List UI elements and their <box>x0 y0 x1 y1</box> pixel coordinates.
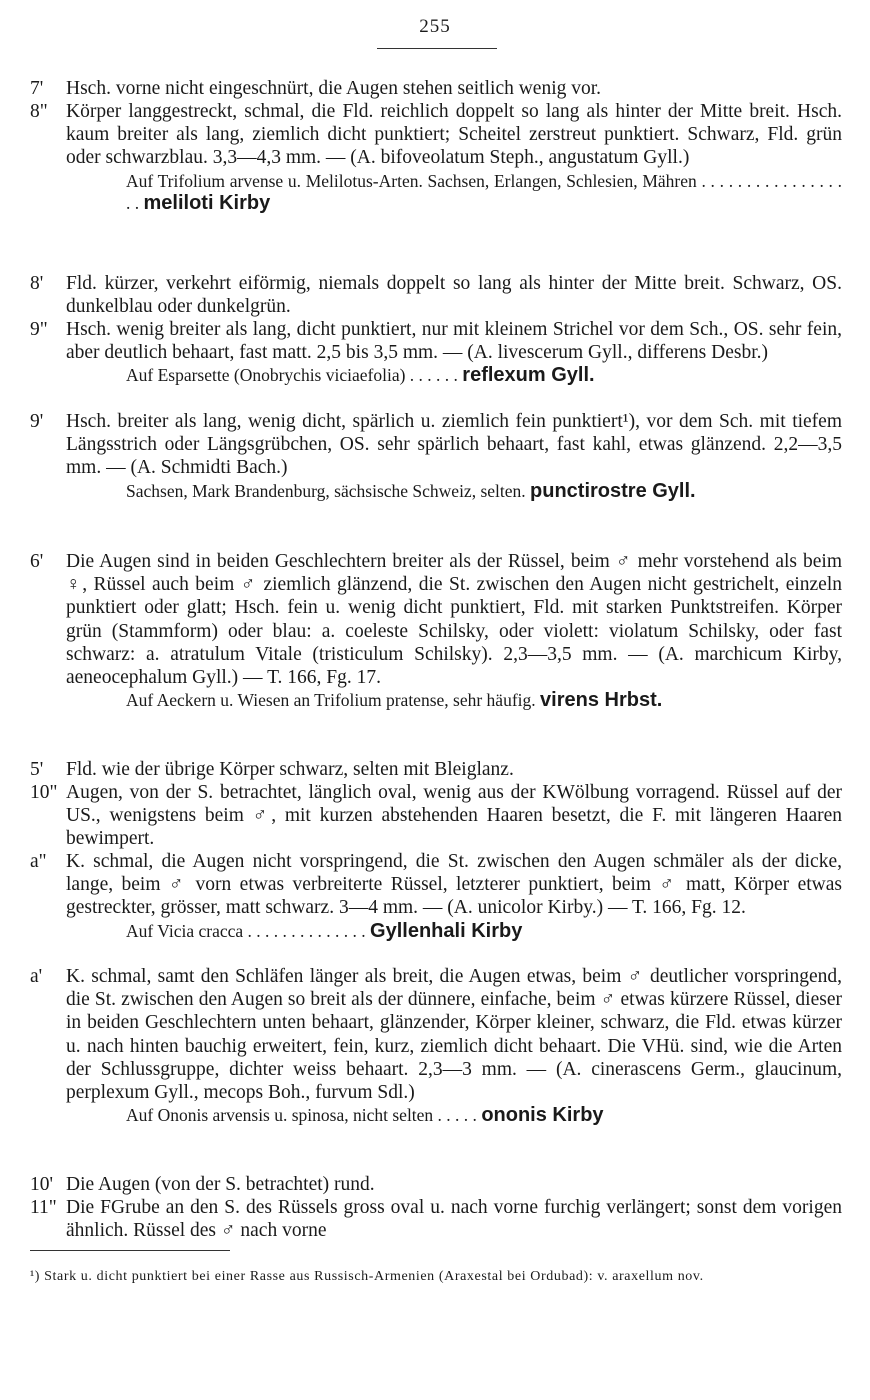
entry-number: 10" <box>30 782 58 803</box>
key-entry <box>30 100 842 214</box>
entry-text: Hsch. breiter als lang, wenig dicht, spärlich u. ziemlich fein punktiert¹), vor dem Sch. mit tiefem Längsstrich oder Längsgrübchen, OS. sehr spärlich behaart, fast kahl, etwas glänzend. 2,2—3,5 mm. — (A. Schmidti Bach.) <box>66 411 842 479</box>
entry-text: K. schmal, die Augen nicht vorspringend, die St. zwischen den Augen schmäler als der dicke, lange, beim ♂ vorn etwas verbreiterte Rüssel, letzterer punktiert, beim ♂ matt, Körper etwas gestreckter, grösser, matt schwarz. 3—4 mm. — (A. unicolor Kirby.) — T. 166, Fg. 12. <box>66 851 842 919</box>
entry-number: 11" <box>30 1197 57 1218</box>
footnote-rule <box>30 1250 230 1251</box>
entry-text: Augen, von der S. betrachtet, länglich oval, wenig aus der KWölbung vorragend. Rüssel auf der US., wenigstens beim ♂, mit kurzen abstehenden Haaren besetzt, die F. mit längeren Haaren bewimpert. <box>66 782 842 850</box>
key-entry <box>30 318 842 386</box>
habitat-line: Auf Trifolium arvense u. Melilotus-Arten. Sachsen, Erlangen, Schlesien, Mähren . . . . . . . . . . . . . . . . . . meliloti Kirby <box>126 170 842 214</box>
entry-text: Hsch. wenig breiter als lang, dicht punktiert, nur mit kleinem Strichel vor dem Sch., OS. sehr fein, aber deutlich behaart, fast matt. 2,5 bis 3,5 mm. — (A. livescerum Gyll., differens Desbr.) <box>66 319 842 364</box>
species-name: meliloti Kirby <box>143 191 271 214</box>
entry-text: K. schmal, samt den Schläfen länger als breit, die Augen etwas, beim ♂ deutlicher vorspringend, die St. zwischen den Augen so breit als der dünnere, einfache, beim ♂ etwas kürzere Rüssel, dieser in beiden Geschlechtern unten behaart, glänzender, Körper kleiner, schwarz, die Fld. etwas kürzer u. nach hinten bauchig erweitert, fein, kurz, ziemlich dicht behaart. Die VHü. sind, wie die Arten der Schlussgruppe, dichter weiss behaart. 2,3—3 mm. — (A. cinerascens Germ., glaucinum, perplexum Gyll., mecops Boh., furvum Sdl.) <box>66 966 842 1104</box>
species-name: ononis Kirby <box>481 1104 604 1127</box>
key-entry <box>30 781 842 851</box>
page-number: 255 <box>419 16 451 37</box>
habitat-line: Auf Vicia cracca . . . . . . . . . . . . . . Gyllenhali Kirby <box>126 919 523 942</box>
entry-number: 9" <box>30 319 48 340</box>
entry-number: 10' <box>30 1174 54 1195</box>
entry-number: 5' <box>30 759 44 780</box>
entry-number: 7' <box>30 78 44 99</box>
entry-text: Die Augen (von der S. betrachtet) rund. <box>66 1174 375 1195</box>
entry-text: Körper langgestreckt, schmal, die Fld. reichlich doppelt so lang als hinter der Mitte breit. Hsch. kaum breiter als lang, ziemlich dicht punktiert; Scheitel zerstreut punktiert. Schwarz, Fld. grün oder schwarzblau. 3,3—4,3 mm. — (A. bifoveolatum Steph., angustatum Gyll.) <box>66 101 842 169</box>
key-entry <box>30 1196 842 1242</box>
habitat-line: Sachsen, Mark Brandenburg, sächsische Schweiz, selten. punctirostre Gyll. <box>126 479 696 502</box>
entry-number: 6' <box>30 551 44 572</box>
habitat-line: Auf Aeckern u. Wiesen an Trifolium pratense, sehr häufig. virens Hrbst. <box>126 689 663 712</box>
entry-number: 8' <box>30 273 44 294</box>
entry-number: 8" <box>30 101 48 122</box>
header-rule <box>377 48 497 49</box>
species-name: virens Hrbst. <box>540 689 663 712</box>
habitat-line: Auf Ononis arvensis u. spinosa, nicht selten . . . . . ononis Kirby <box>126 1104 604 1127</box>
entry-text: Die FGrube an den S. des Rüssels gross oval u. nach vorne furchig verlängert; sonst dem vorigen ähnlich. Rüssel des ♂ nach vorne <box>66 1197 842 1242</box>
footnote: ¹) Stark u. dicht punktiert bei einer Rasse aus Russisch-Armenien (Araxestal bei Ordubad): v. araxellum nov. <box>30 1269 704 1284</box>
species-name: reflexum Gyll. <box>462 364 595 387</box>
key-entry <box>30 1173 842 1196</box>
habitat-line: Auf Esparsette (Onobrychis viciaefolia) . . . . . . reflexum Gyll. <box>126 364 595 387</box>
key-entry <box>30 272 842 318</box>
key-entry <box>30 850 842 942</box>
key-entry <box>30 410 842 502</box>
key-entry <box>30 758 842 781</box>
entry-text: Hsch. vorne nicht eingeschnürt, die Augen stehen seitlich wenig vor. <box>66 78 602 99</box>
key-entry <box>30 550 842 711</box>
entry-text: Fld. wie der übrige Körper schwarz, selten mit Bleiglanz. <box>66 759 514 780</box>
entry-number: a' <box>30 966 43 987</box>
key-entry <box>30 965 842 1126</box>
entry-number: a" <box>30 851 47 872</box>
entry-text: Fld. kürzer, verkehrt eiförmig, niemals doppelt so lang als hinter der Mitte breit. Schwarz, OS. dunkelblau oder dunkelgrün. <box>66 273 842 318</box>
entry-text: Die Augen sind in beiden Geschlechtern breiter als der Rüssel, beim ♂ mehr vorstehend als beim ♀, Rüssel auch beim ♂ ziemlich glänzend, die St. zwischen den Augen nicht gestrichelt, einzeln punktiert oder glatt; Hsch. fein u. wenig dicht punktiert, Fld. mit starken Punktstreifen. Körper grün (Stammform) oder blau: a. coeleste Schilsky, oder violett: violatum Schilsky, oder fast schwarz: a. atratulum Vitale (tristiculum Schilsky). 2,3—3,5 mm. — (A. marchicum Kirby, aeneocephalum Gyll.) — T. 166, Fg. 17. <box>66 551 842 689</box>
species-name: Gyllenhali Kirby <box>370 919 523 942</box>
entry-number: 9' <box>30 411 44 432</box>
species-name: punctirostre Gyll. <box>530 479 696 502</box>
key-entry <box>30 77 842 100</box>
